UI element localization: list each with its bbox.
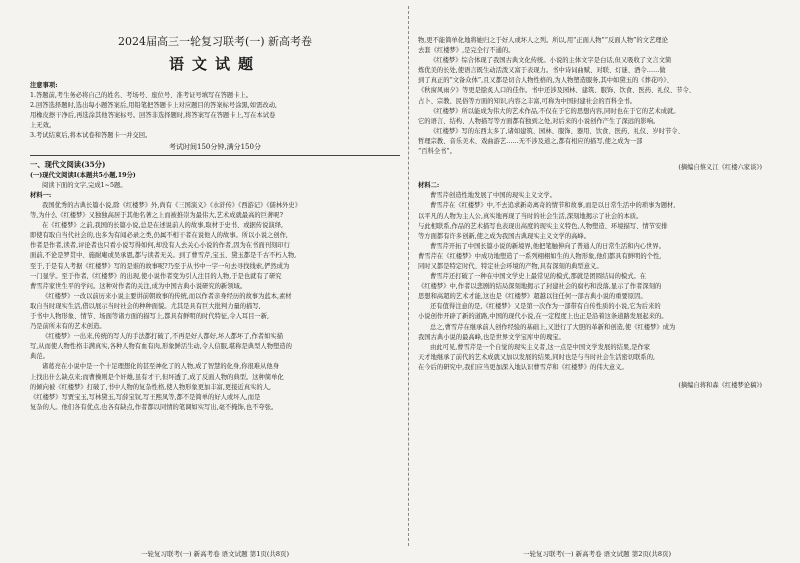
passage-line: 等,为什么《红楼梦》又独独高居于其他名著之上而被推崇为最伟大,艺术成就最高的巨著呢? — [30, 212, 283, 220]
notice-line: 用橡皮擦干净后,再选涂其他答案标号。回答非选择题时,将答案写在答题卡上,写在本试卷 — [30, 112, 276, 120]
right-page — [418, 0, 776, 563]
passage-line: 以平凡的人物为主人公,真实地再现了当时的社会生活,深刻地揭示了社会的本质。 — [418, 212, 643, 220]
passage-line: 曹雪芹在《红楼梦》中,不去追求新奇离奇的情节和故事,而是以日常生活中的琐事为题材, — [430, 202, 676, 210]
passage-line: 乃是前所未有的艺术创造。 — [30, 323, 106, 331]
instruction: 阅读下面的文字,完成1~5题。 — [42, 181, 127, 189]
passage-line: 在今后的研究中,我们应当更加深入地认识曹雪芹和《红楼梦》的伟大意义。 — [418, 363, 628, 371]
passage-line: 复杂的人。他们各有优点,也各有缺点,作者都以同情的笔调如实写出,毫不掩饰,也不夸张。 — [30, 403, 278, 411]
source-citation: (摘编自蔡义江《红楼六家谈》) — [678, 164, 762, 172]
subsection-heading: (一)现代文阅读Ⅰ(本题共5小题,19分) — [30, 171, 136, 179]
passage-line: 曹雪芹还打破了一种在中国文学史上最常见的模式,那就是团圆结局的模式。在 — [430, 273, 647, 281]
page-footer: 一轮复习联考(一) 新高考卷 语文试题 第2页(共8页) — [522, 550, 672, 558]
left-page — [30, 0, 400, 563]
passage-line: 同时又都是特定时代、特定社会环境的产物,具有深刻的典型意义。 — [418, 262, 603, 270]
exam-title: 语文试题 — [168, 55, 261, 73]
notice-line: 3.考试结束后,将本试卷和答题卡一并交回。 — [30, 132, 152, 140]
passage-line: 曹雪芹家世生平的学问。这种对作者的关注,成为中国古典小说研究的新领域。 — [30, 282, 247, 290]
passage-line: 典范。 — [30, 353, 49, 361]
passage-line: 于书中人物形象、情节、场面等诸方面的描写上,都具有鲜明的时代特征,令人耳目一新, — [30, 312, 269, 320]
passage-line: 我国古典小说的最高峰,也是世界文学宝库中的瑰宝。 — [418, 333, 565, 341]
passage-line: 一门显学。至于作者,《红楼梦》的出现,使小说作者变为引人注目的人物,于是也就有了研究 — [30, 272, 282, 280]
material-label: 材料二: — [418, 182, 440, 190]
passage-line: 曹雪芹在《红楼梦》中成功地塑造了一系列栩栩如生的人物形象,他们都具有鲜明的个性, — [418, 252, 662, 260]
notice-line: 上无效。 — [30, 122, 56, 130]
page-footer: 一轮复习联考(一) 新高考卷 语文试题 第1页(共8页) — [140, 550, 290, 558]
passage-line: 写,从而使人物性格丰满真实,各种人物有血有肉,形象鲜活生动,令人信服,堪称是典型人物塑造的 — [30, 343, 292, 351]
passage-line: 在《红楼梦》之前,我国的长篇小说,总是在述说前人的故事,取材于史书、或据传说演绎, — [42, 222, 283, 230]
passage-line: 思想和高超的艺术才能,这也是《红楼梦》超越以往任何一部古典小说的重要原因。 — [418, 293, 647, 301]
passage-line: 哲理宗教、音乐美术、戏曲游艺……无不涉及道之,都有相应的描写,使之成为一部 — [418, 137, 643, 145]
passage-line: 《红楼梦》综合体现了我国古典文化传统。小说的主体文字是白话,但又吸收了文言文简 — [430, 57, 672, 65]
page-divider — [408, 6, 409, 546]
passage-line: 总之,曹雪芹在继承前人创作经验的基础上,又进行了大胆的革新和创造,使《红楼梦》成为 — [430, 323, 676, 331]
passage-line: 取自当时现实生活,借以展示当时社会的种种面貌。尤其是具有巨大批判力量的描写, — [30, 302, 261, 310]
passage-line: 《红楼梦》中,作者以悲剧的结局深刻地揭示了封建社会的腐朽和没落,显示了作者深刻的 — [418, 283, 662, 291]
passage-line: 还有值得注意的是,《红楼梦》又是第一次作为一部带有自传性质的小说,它为后来的 — [430, 303, 661, 311]
exam-info: 考试时间150分钟,满分150分 — [169, 142, 261, 151]
exam-header: 2024届高三一轮复习联考(一) 新高考卷 — [117, 35, 313, 48]
notice-line: 1.答题前,考生务必将自己的姓名、考场号、座位号、准考证号填写在答题卡上。 — [30, 92, 253, 100]
passage-line: 《红楼梦》一改以前历来小说主要讲前朝故事的传统,而以作者亲身经历的故事为蓝本,素材 — [42, 292, 292, 300]
passage-line: 上找出什么缺点来;而曹操则是个奸雄,虽有才干,但坏透了,成了反面人物的典型。这种简单化 — [30, 373, 284, 381]
passage-line: 《红楼梦》所以能成为伟大的艺术作品,不仅在于它的思想内容,同时也在于它的艺术成就。 — [430, 107, 680, 115]
material-label: 材料一: — [30, 191, 52, 199]
passage-line: 炼优美的长处,使语言既生动活泼又富于表现力。书中诗词曲赋、对联、灯谜、酒令……做 — [418, 67, 666, 75]
passage-line: 占卜、宗教、民俗等方面的知识,内容之丰富,可称为中国封建社会的百科全书。 — [418, 97, 637, 105]
notice-line: 2.回答选择题时,选出每小题答案后,用铅笔把答题卡上对应题目的答案标号涂黑,如需改动, — [30, 102, 277, 110]
source-citation: (摘编自蒋和森《红楼梦论稿》) — [678, 382, 762, 389]
passage-line: 作者是作者,读者,评论者也只看小说写得如何,却没有人去关心小说的作者,因为在书面刊刻印行 — [30, 242, 290, 250]
passage-line: 《红楼梦》写贾宝玉,写林黛玉,写薛宝钗,写王熙凤等,都不是简单的好人或坏人,而是 — [30, 393, 261, 401]
passage-line: 它的语言、结构、人物描写等方面都有独到之处,对后来的小说创作产生了深远的影响。 — [418, 117, 660, 125]
passage-line: 至于,于是有人考据《红楼梦》写的是谁的故事呢?乃至于从书中一字一句去寻找线索,俨然成为 — [30, 262, 290, 270]
passage-line: 由此可见,曹雪芹是一个自觉的现实主义者,这一点是中国文学发展的结果,是作家 — [430, 343, 651, 351]
passage-line: 等方面都有许多创新,使之成为我国古典现实主义文学的高峰。 — [418, 232, 591, 240]
passage-line: 天才地继承了前代的艺术成就又加以发展的结果,同时也是与当时社会生活密切联系的, — [418, 353, 655, 361]
passage-line: 与此相联系,作品的艺术描写也表现出高度的现实主义特色,人物塑造、环境描写、情节安排 — [418, 222, 668, 230]
passage-line: 小说创作开辟了新的道路,中国的现代小说,在一定程度上也正是沿着这条道路发展起来的。 — [418, 313, 668, 321]
passage-line: 的倾向被《红楼梦》打破了,书中人物的复杂性格,使人物形象更加丰富,更接近真实的人, — [30, 383, 271, 391]
passage-line: 曹雪芹创造性地发展了中国的现实主义文学。 — [430, 192, 556, 200]
passage-line: 曹雪芹开拓了中国长篇小说的新境界,他把笔触伸向了普通人的日常生活和内心世界。 — [430, 242, 665, 250]
passage-line: 《秋窗风雨夕》等更是脍炙人口的佳作。书中还涉及园林、建筑、服饰、饮食、医药、礼仪、节令、 — [418, 87, 696, 95]
divider-line — [30, 155, 400, 156]
passage-line: 去套《红楼梦》,是完全行不通的。 — [418, 47, 515, 55]
notice-heading: 注意事项: — [30, 82, 58, 89]
passage-line: 我国优秀的古典长篇小说,除《红楼梦》外,尚有《三国演义》《水浒传》《西游记》《儒林外史》 — [42, 201, 302, 209]
passage-line: 即使有取自当代社会的,也多为有闻必录之类,仍属不相干者在说他人的故事。所以小说之创作, — [30, 232, 288, 240]
passage-line: 《红楼梦》写的东西太多了,诸如建筑、园林、服饰、器用、饮食、医药、礼仪、岁时节令、 — [430, 127, 684, 135]
section-heading: 一、现代文阅读(35分) — [30, 159, 106, 169]
passage-line: 《红楼梦》一出来,传统的写人的手法都打破了,不再是好人都好,坏人都坏了,作者如实描 — [42, 333, 283, 341]
passage-line: “百科全书”。 — [418, 148, 456, 156]
passage-line: 面前,不论是罗贯中、施耐庵或吴承恩,都与读者无关。到了曹雪芹,宝玉、黛玉都是千古不朽人物, — [30, 252, 297, 260]
passage-line: 到了真正的“文备众体”,且又都是切合人物性格的,为人物塑造服务,其中如黛玉的《葬花吟》、 — [418, 77, 673, 85]
passage-line: 物,更不能简单化地将她归之于好人或坏人之列。所以,用“正面人物”“反面人物”的文艺理论 — [418, 37, 668, 44]
passage-line: 诸葛亮在小说中是一个十足理想化的甚至神化了的人物,成了智慧的化身,你很难从他身 — [42, 363, 279, 371]
